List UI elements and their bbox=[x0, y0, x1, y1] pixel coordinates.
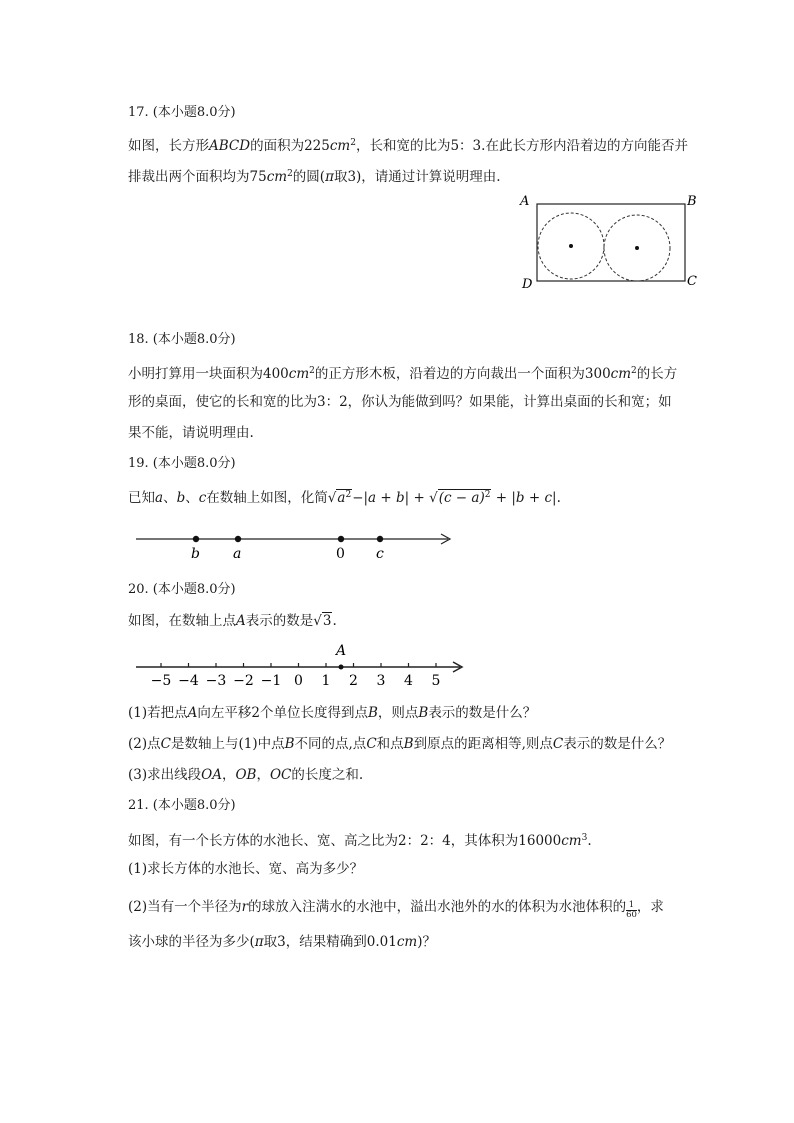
q18-text: 的正方形木板，沿着边的方向裁出一个面积为 bbox=[314, 366, 585, 382]
tick-label: 3 bbox=[376, 673, 386, 689]
fraction-one-sixtieth: $\frac{1}{60}$ bbox=[626, 900, 637, 920]
q17-text: 取3)，请通过计算说明理由. bbox=[333, 169, 501, 185]
q17-text: ，长和宽的比为5：3.在此长方形内沿着边的方向能否并 bbox=[355, 138, 688, 154]
sqrt-sign: √ bbox=[313, 613, 322, 629]
q18-table-area: 300 bbox=[584, 366, 611, 382]
rectangle-abcd bbox=[537, 204, 685, 281]
q18-header: 18. (本小题8.0分) bbox=[128, 332, 236, 347]
circle-right-center bbox=[635, 246, 639, 250]
label-A: A bbox=[336, 643, 347, 659]
q20-point: B bbox=[367, 705, 378, 721]
q20-part-2 bbox=[128, 734, 671, 754]
q20-text: 向左平移2个单位长度得到点 bbox=[197, 705, 368, 721]
label-b: b bbox=[191, 546, 200, 562]
q20-text: 表示的数是什么？ bbox=[563, 736, 672, 752]
q21-text: 的球放入注满水的水池中，溢出水池外的水的体积为水池体积的 bbox=[248, 899, 627, 915]
sqrt-sign: √ bbox=[429, 490, 438, 506]
q19-sep: 、 bbox=[163, 490, 177, 506]
q17-line-2 bbox=[128, 164, 501, 187]
q17-text: 的面积为 bbox=[250, 138, 305, 154]
q18-line-1 bbox=[128, 361, 677, 384]
q17-line-1 bbox=[128, 133, 688, 156]
tick-label: −3 bbox=[205, 673, 227, 689]
q18-text: 小明打算用一块面积为 bbox=[128, 366, 263, 382]
q19-end: . bbox=[556, 490, 561, 506]
sqrt-radicand-2: $(c - a)^2$ bbox=[438, 490, 491, 506]
q19-number-line bbox=[130, 528, 460, 564]
label-c: c bbox=[376, 546, 384, 562]
point-c bbox=[377, 536, 383, 542]
q21-text: 如图，有一个长方体的水池长、宽、高之比为2：2：4，其体积为 bbox=[128, 833, 519, 849]
q20-sep: ， bbox=[256, 767, 270, 783]
q18-text: 的长方 bbox=[636, 366, 678, 382]
q17-rectangle-figure bbox=[515, 190, 705, 290]
q17-exponent: 2 bbox=[287, 169, 293, 179]
q17-header: 17. (本小题8.0分) bbox=[128, 105, 236, 120]
q20-text: 的长度之和. bbox=[291, 767, 364, 783]
tick-label: 2 bbox=[349, 673, 358, 689]
q21-part-3 bbox=[128, 932, 436, 952]
point-b bbox=[193, 536, 199, 542]
q18-unit: cm bbox=[288, 366, 310, 382]
q20-text: 不同的点,点 bbox=[294, 736, 367, 752]
label-zero: 0 bbox=[336, 546, 345, 562]
q20-part-1 bbox=[128, 703, 536, 723]
segment-OA: OA bbox=[201, 767, 222, 783]
q20-point: C bbox=[160, 736, 171, 752]
q20-line-1 bbox=[128, 611, 337, 631]
segment-OC: OC bbox=[269, 767, 292, 783]
q20-point: B bbox=[403, 736, 414, 752]
q18-line-3: 果不能，请说明理由. bbox=[128, 425, 254, 441]
q20-text: 是数轴上与(1)中点 bbox=[170, 736, 285, 752]
q20-part-3 bbox=[128, 765, 363, 785]
q21-unit: cm bbox=[396, 934, 418, 950]
q18-unit: cm bbox=[610, 366, 632, 382]
q18-line-2: 形的桌面，使它的长和宽的比为3：2，你认为能做到吗？如果能，计算出桌面的长和宽；如 bbox=[128, 394, 672, 410]
q17-text: 排裁出两个面积均为 bbox=[128, 169, 250, 185]
q17-exponent: 2 bbox=[350, 138, 356, 148]
q19-expr: + |b + c| bbox=[491, 490, 557, 506]
point-a bbox=[235, 536, 241, 542]
q18-exponent: 2 bbox=[631, 366, 637, 376]
q21-part-1: (1)求长方体的水池长、宽、高为多少？ bbox=[128, 861, 364, 877]
q21-end: . bbox=[587, 833, 592, 849]
q20-text: 表示的数是 bbox=[245, 613, 314, 629]
tick-label: 4 bbox=[404, 673, 413, 689]
q18-exponent: 2 bbox=[309, 366, 315, 376]
q21-text: 该小球的半径为多少( bbox=[128, 934, 255, 950]
q19-var-b: b bbox=[176, 490, 186, 506]
sqrt-radicand-1: $a^2$ bbox=[337, 490, 352, 506]
q18-square-area: 400 bbox=[263, 366, 289, 382]
sqrt-radicand: 3 bbox=[322, 613, 332, 629]
tick-label: 1 bbox=[321, 673, 331, 689]
q20-text: 到原点的距离相等,则点 bbox=[413, 736, 553, 752]
q17-area-value: 225 bbox=[304, 138, 330, 154]
q20-end: . bbox=[332, 613, 337, 629]
q20-text: (1)若把点 bbox=[128, 705, 188, 721]
q19-text: 在数轴上如图，化简 bbox=[206, 490, 328, 506]
q20-text: (2)点 bbox=[128, 736, 161, 752]
q19-header: 19. (本小题8.0分) bbox=[128, 456, 236, 471]
tick-label: 0 bbox=[294, 673, 303, 689]
q20-point: A bbox=[187, 705, 198, 721]
q21-line-1 bbox=[128, 828, 592, 851]
tick-label: −4 bbox=[178, 673, 199, 689]
q17-rect-name: ABCD bbox=[209, 138, 251, 154]
q20-point: B bbox=[418, 705, 429, 721]
q20-point: C bbox=[366, 736, 377, 752]
point-zero bbox=[338, 536, 344, 542]
q20-point: C bbox=[552, 736, 564, 752]
tick-label: 5 bbox=[431, 673, 441, 689]
q17-unit: cm bbox=[329, 138, 351, 154]
q19-var-a: a bbox=[155, 490, 164, 506]
q20-text: 如图，在数轴上点 bbox=[128, 613, 236, 629]
tick-label: −1 bbox=[260, 673, 282, 689]
q17-circle-area: 75 bbox=[249, 169, 267, 185]
q19-text: 已知 bbox=[128, 490, 155, 506]
tick-label: −2 bbox=[233, 673, 254, 689]
q20-number-line bbox=[130, 640, 470, 690]
q21-text: (2)当有一个半径为 bbox=[128, 899, 242, 915]
label-D: D bbox=[522, 277, 533, 290]
q20-text: ，则点 bbox=[377, 705, 419, 721]
q21-radius: r bbox=[241, 899, 249, 915]
circle-left-center bbox=[569, 244, 573, 248]
q17-text: 的圆( bbox=[292, 169, 326, 185]
q21-text: )？ bbox=[417, 934, 436, 950]
q21-pi: π bbox=[254, 934, 264, 950]
label-a: a bbox=[233, 546, 242, 562]
label-C: C bbox=[687, 274, 697, 289]
q21-unit: cm bbox=[561, 833, 582, 849]
q17-text: 如图，长方形 bbox=[128, 138, 209, 154]
sqrt-sign: √ bbox=[327, 490, 337, 506]
q19-expr: −|a + b| + bbox=[352, 490, 430, 506]
tick-label: −5 bbox=[150, 673, 172, 689]
q20-sep: ， bbox=[221, 767, 236, 783]
q17-pi: π bbox=[325, 169, 334, 185]
q19-line-1 bbox=[128, 485, 561, 508]
q20-point: B bbox=[284, 736, 295, 752]
q17-unit: cm bbox=[266, 169, 288, 185]
q20-point-A: A bbox=[236, 613, 246, 629]
q21-text: ，求 bbox=[636, 899, 664, 915]
q21-exponent: 3 bbox=[581, 833, 588, 843]
q21-part-2 bbox=[128, 897, 664, 920]
q21-header: 21. (本小题8.0分) bbox=[128, 798, 236, 813]
q19-var-c: c bbox=[198, 490, 207, 506]
q20-text: 表示的数是什么？ bbox=[428, 705, 537, 721]
segment-OB: OB bbox=[235, 767, 257, 783]
q19-sep: 、 bbox=[185, 490, 199, 506]
q20-header: 20. (本小题8.0分) bbox=[128, 582, 236, 597]
label-B: B bbox=[687, 194, 697, 209]
point-A bbox=[339, 665, 344, 670]
q21-volume: 16000 bbox=[518, 833, 562, 849]
q21-text: 取3，结果精确到0.01 bbox=[263, 934, 397, 950]
label-A: A bbox=[520, 194, 530, 209]
q20-text: 和点 bbox=[376, 736, 404, 752]
q20-text: (3)求出线段 bbox=[128, 767, 202, 783]
